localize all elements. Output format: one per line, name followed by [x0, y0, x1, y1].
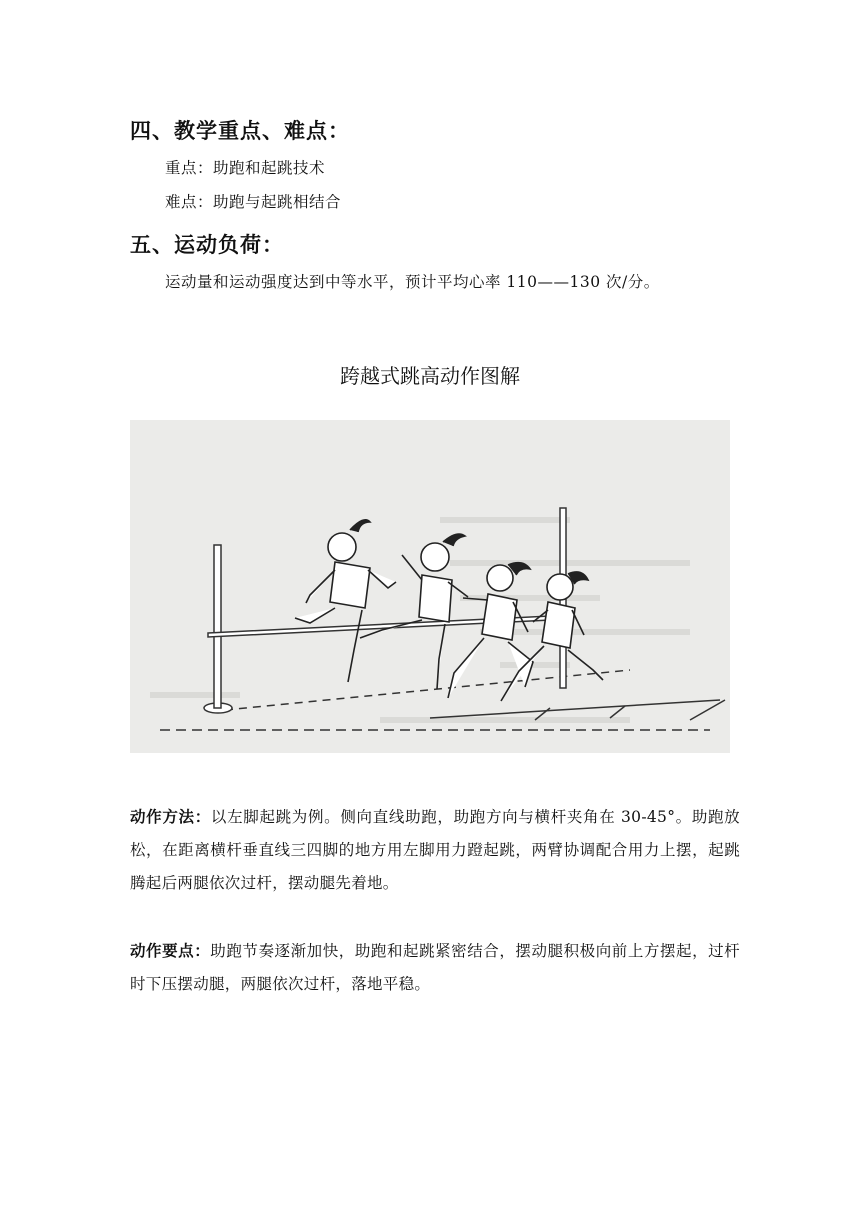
action-key-points-label: 动作要点： — [130, 942, 211, 960]
action-method-label: 动作方法： — [130, 808, 211, 826]
jumper-figures — [295, 520, 603, 701]
high-jump-illustration — [130, 420, 730, 753]
section-5-heading: 五、运动负荷： — [130, 233, 284, 257]
action-key-points-text: 助跑节奏逐渐加快，助跑和起跳紧密结合，摆动腿积极向前上方摆起，过杆时下压摆动腿，两腿依次过杆，落地平稳。 — [130, 942, 740, 993]
section-4-heading: 四、教学重点、难点： — [130, 119, 350, 143]
jumper-figure-2 — [360, 534, 468, 689]
left-standard — [204, 545, 232, 713]
jumper-figure-1 — [295, 520, 396, 682]
jumper-figure-4 — [501, 572, 603, 701]
action-method-text: 以左脚起跳为例。侧向直线助跑，助跑方向与横杆夹角在 30-45°。助跑放松，在距离横杆垂直线三四脚的地方用左脚用力蹬起跳，两臂协调配合用力上摆，起跳腾起后两腿依次过杆，摆动腿先着地。 — [130, 808, 740, 892]
exercise-load-text: 运动量和运动强度达到中等水平，预计平均心率 110——130 次/分。 — [165, 273, 660, 291]
difficulty-text: 难点：助跑与起跳相结合 — [165, 193, 342, 211]
high-jump-drawing — [130, 420, 730, 753]
action-method-paragraph — [130, 801, 740, 900]
action-key-points-paragraph — [130, 935, 740, 1001]
figure-title: 跨越式跳高动作图解 — [340, 364, 520, 388]
key-point-text: 重点：助跑和起跳技术 — [165, 159, 326, 177]
